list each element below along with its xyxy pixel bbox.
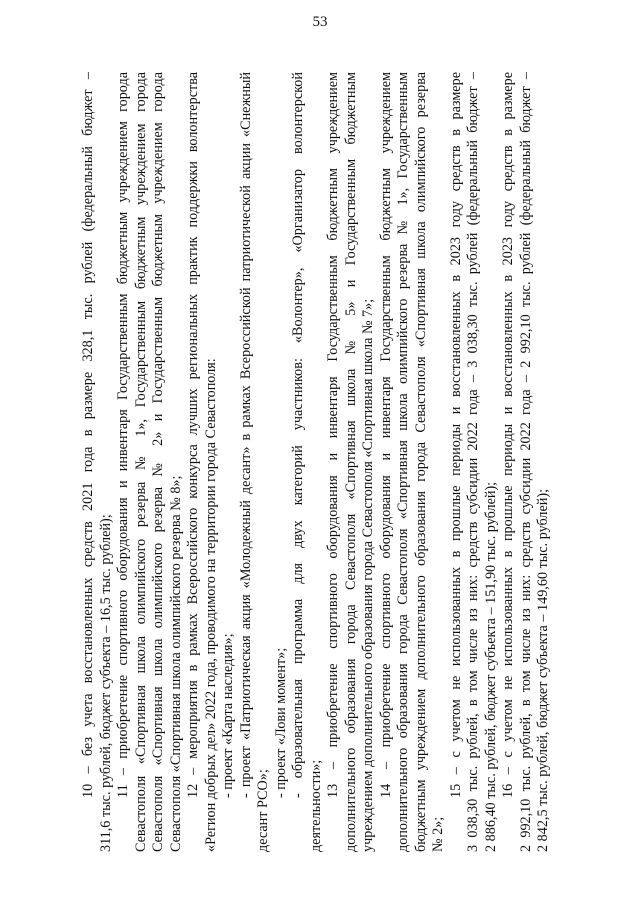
text-line: деятельности»; xyxy=(307,759,324,852)
text-line: десант РСО»; xyxy=(255,769,271,852)
text-line: Севастополя «Спортивная школа олимпийского резерва № 1», Государственным бюджетным учреждением города xyxy=(132,72,149,852)
text-line: - проект «Патриотическая акция «Молодежный десант» в рамках Всероссийской патриотической акции «Снежный xyxy=(237,72,254,798)
text-line: «Регион добрых дел» 2022 года, проводимого на территории города Севастополя: xyxy=(202,358,219,852)
text-line: 10 – без учета восстановленных средств 2021 года в размере 328,1 тыс. рублей (федеральный бюджет – xyxy=(80,72,96,798)
text-line: 2 992,10 тыс. рублей, в том числе из них: средств субсидии 2022 года – 2 992,10 тыс. рублей (федеральный бюджет – xyxy=(517,72,534,852)
text-line: 11 – приобретение спортивного оборудования и инвентаря Государственным бюджетным учреждением города xyxy=(115,72,131,798)
text-line: Севастополя «Спортивная школа олимпийского резерва № 2» и Государственным бюджетным учреждением города xyxy=(150,72,166,852)
text-line: 2 842,5 тыс. рублей, бюджет субъекта – 149,60 тыс. рублей); xyxy=(535,488,551,852)
text-line: 3 038,30 тыс. рублей, в том числе из них: средств субсидии 2022 года – 3 038,30 тыс. рублей (федеральный бюджет – xyxy=(465,72,481,852)
text-line: Севастополя «Спортивная школа олимпийского резерва № 8»; xyxy=(167,475,184,852)
text-line: - проект «Карта наследия»; xyxy=(220,633,236,798)
text-line: учреждением дополнительного образования города Севастополя «Спортивная школа № 7»; xyxy=(360,298,376,852)
text-line: № 2»; xyxy=(430,816,446,852)
text-line: 15 – с учетом не использованных в прошлые периоды и восстановленных в 2023 году средств в размере xyxy=(447,72,464,798)
page-number: 53 xyxy=(312,14,328,30)
rotated-text-block xyxy=(80,72,560,852)
text-line: 2 886,40 тыс. рублей, бюджет субъекта – 151,90 тыс. рублей); xyxy=(482,481,499,852)
text-line: - проект «Лови момент»; xyxy=(272,647,289,798)
text-line: 12 – мероприятия в рамках Всероссийского конкурса лучших региональных практик поддержки волонтерства xyxy=(185,72,201,798)
text-line: 16 – с учетом не использованных в прошлые периоды и восстановленных в 2023 году средств в размере xyxy=(500,72,516,798)
text-line: 13 – приобретение спортивного оборудования и инвентаря Государственным бюджетным учреждением xyxy=(325,72,341,798)
text-line: дополнительного образования города Севастополя «Спортивная школа олимпийского резерва № 1», Государственным xyxy=(395,72,411,852)
text-line: дополнительного образования города Севастополя «Спортивная школа № 5» и Государственным бюджетным xyxy=(342,72,359,852)
text-line: - образовательная программа для двух категорий участников: «Волонтер», «Организатор волонтерской xyxy=(290,72,306,798)
text-line: бюджетным учреждением дополнительного образования города Севастополя «Спортивная школа олимпийского резерва xyxy=(412,72,429,852)
text-line: 14 – приобретение спортивного оборудования и инвентаря Государственным бюджетным учреждением xyxy=(377,72,394,798)
text-line: 311,6 тыс. рублей, бюджет субъекта – 16,5 тыс. рублей); xyxy=(97,514,114,852)
